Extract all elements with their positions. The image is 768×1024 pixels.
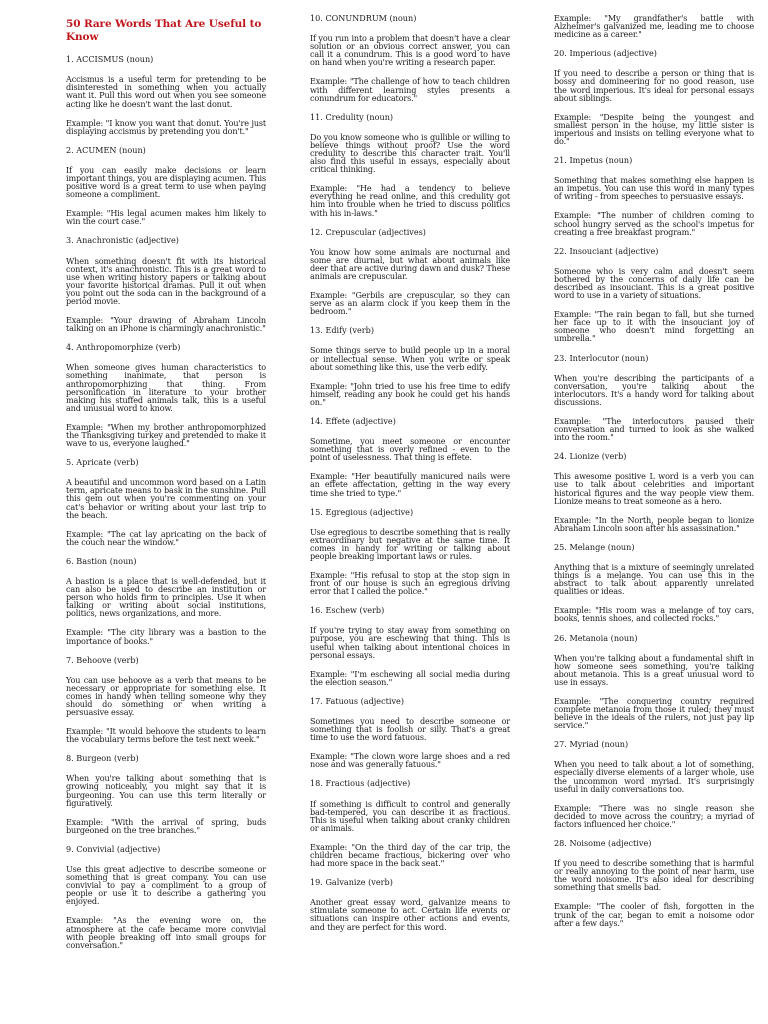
- word-entry: [66, 754, 266, 834]
- definition-paragraph: If you can easily make decisions or learn important things, you are displaying acumen. This positive word is a great term to use when paying someone a compliment.: [66, 164, 266, 200]
- example-sentence: Example: "The challenge of how to teach children with different learning styles presents a conundrum for educators.": [310, 76, 510, 103]
- entry-heading: 3. Anachronistic (adjective): [66, 235, 179, 246]
- entry-heading: 27. Myriad (noun): [554, 739, 629, 750]
- entry-heading: 22. Insouciant (adjective): [554, 245, 659, 256]
- definition-paragraph: If you run into a problem that doesn't have a clear solution or an obvious correct answer, you can call it a conundrum. This is a good word to have on hand when you're writing a research paper.: [310, 33, 510, 68]
- word-entry: [66, 146, 266, 226]
- example-sentence: Example: "His legal acumen makes him likely to win the court case.": [66, 208, 266, 227]
- entry-heading: 24. Lionize (verb): [554, 451, 627, 462]
- word-entry: [554, 634, 754, 730]
- word-entry: [66, 656, 266, 744]
- definition-paragraph: You can use behoove as a verb that means to be necessary or appropriate for something else. It comes in handy when telling someone why they should do something or when writing a persuasive essay.: [66, 674, 266, 718]
- example-sentence: Example: "The city library was a bastion to the importance of books.": [66, 627, 266, 646]
- word-entry: [310, 697, 510, 769]
- word-entry: [554, 49, 754, 145]
- example-sentence: Example: "The number of children coming to school hungry served as the school's impetus for creating a free breakfast program.": [554, 210, 754, 237]
- word-entry: [310, 326, 510, 406]
- word-entry: [310, 606, 510, 686]
- definition-paragraph: When you need to talk about a lot of something, especially diverse elements of a larger whole, use the uncommon word myriad. It's surprisingly useful in daily conversations too.: [554, 759, 754, 794]
- example-sentence: Example: "His room was a melange of toy cars, books, tennis shoes, and collected rocks.": [554, 605, 754, 624]
- word-entry: [310, 113, 510, 217]
- entry-heading: 28. Noisome (adjective): [554, 838, 652, 849]
- word-entry: [310, 779, 510, 867]
- column-2: [310, 14, 510, 942]
- definition-paragraph: When you're talking about a fundamental shift in how someone sees something, you're talking about metanoia. This is a great unusual word to use in essays.: [554, 652, 754, 687]
- example-sentence: Example: "Your drawing of Abraham Lincoln talking on an iPhone is charmingly anachronistic.": [66, 315, 266, 334]
- definition-paragraph: Do you know someone who is gullible or willing to believe things without proof? Use the word credulity to describe this character trait. You'll also find this useful in essays, especially about critical thinking.: [310, 131, 510, 175]
- entry-heading: 18. Fractious (adjective): [310, 778, 411, 789]
- example-sentence: Example: "With the arrival of spring, buds burgeoned on the tree branches.": [66, 816, 266, 835]
- example-sentence: Example: "I'm eschewing all social media during the election season.": [310, 668, 510, 687]
- definition-paragraph: Sometime, you meet someone or encounter something that is overly refined - even to the point of uselessness. That thing is effete.: [310, 436, 510, 463]
- word-entry: [66, 458, 266, 546]
- entry-heading: 5. Apricate (verb): [66, 457, 139, 468]
- example-sentence: Example: "On the third day of the car trip, the children became fractious, bickering over who had more space in the back seat.": [310, 841, 510, 869]
- definition-paragraph: Some things serve to build people up in a moral or intellectual sense. When you write or speak about something like this, use the verb edify.: [310, 345, 510, 372]
- word-entry: [554, 156, 754, 236]
- entry-heading: 10. CONUNDRUM (noun): [310, 13, 417, 23]
- entry-heading: 19. Galvanize (verb): [310, 877, 393, 888]
- word-entry: [310, 878, 510, 930]
- entry-heading: 26. Metanoia (noun): [554, 632, 638, 643]
- entry-heading: 21. Impetus (noun): [554, 155, 633, 166]
- entry-heading: 23. Interlocutor (noun): [554, 352, 649, 363]
- definition-paragraph: Sometimes you need to describe someone or something that is foolish or silly. That's a great time to use the word fatuous.: [310, 716, 510, 743]
- example-sentence: Example: "His refusal to stop at the stop sign in front of our house is such an egregious driving error that I called the police.": [310, 570, 510, 597]
- definition-paragraph: If you need to describe a person or thing that is bossy and domineering for no good reason, use the word imperious. It's ideal for personal essays about siblings.: [554, 68, 754, 103]
- entry-heading: 8. Burgeon (verb): [66, 753, 139, 764]
- word-entry: [66, 343, 266, 447]
- word-entry: [554, 14, 754, 38]
- definition-paragraph: Another great essay word, galvanize means to stimulate someone to act. Certain life events or situations can inspire other actions and events, and they are perfect for this word.: [310, 897, 510, 932]
- word-entry: [310, 228, 510, 316]
- example-sentence: Example: "As the evening wore on, the atmosphere at the cafe became more convivial with people breaking off into small groups for conversation.": [66, 915, 266, 950]
- definition-paragraph: Someone who is very calm and doesn't seem bothered by the concerns of daily life can be described as insouciant. This is a great positive word to use in a variety of situations.: [554, 265, 754, 301]
- word-entry: [310, 14, 510, 102]
- example-sentence: Example: "The cat lay apricating on the back of the couch near the window.": [66, 528, 266, 547]
- word-entry: [66, 557, 266, 645]
- entry-heading: 20. Imperious (adjective): [554, 48, 657, 59]
- definition-paragraph: This awesome positive L word is a verb you can use to talk about celebrities and important historical figures and the way people view them. Lionize means to treat someone as a hero.: [554, 471, 754, 506]
- definition-paragraph: Accismus is a useful term for pretending to be disinterested in something when you actually want it. Pull this word out when you see someone acting like he doesn't want the last donut.: [66, 74, 266, 109]
- definition-paragraph: A bastion is a place that is well-defended, but it can also be used to describe an institution or person who holds firm to principles. Use it when talking or writing about social institutions, politics, news organizations, and more.: [66, 575, 266, 619]
- entry-heading: 15. Egregious (adjective): [310, 506, 414, 517]
- entry-heading: 2. ACUMEN (noun): [66, 144, 146, 155]
- entry-heading: 14. Effete (adjective): [310, 415, 396, 426]
- entry-heading: 6. Bastion (noun): [66, 555, 137, 566]
- document-title: 50 Rare Words That Are Useful to Know: [66, 18, 262, 43]
- definition-paragraph: Anything that is a mixture of seemingly unrelated things is a melange. You can use this in the abstract to talk about apparently unrelated qualities or ideas.: [554, 561, 754, 597]
- example-sentence: Example: "Despite being the youngest and smallest person in the house, my little sister is imperious and insists on telling everyone what to do.": [554, 111, 754, 146]
- column-1: [66, 14, 266, 960]
- entry-heading: 11. Credulity (noun): [310, 111, 394, 122]
- word-entry: [554, 452, 754, 532]
- word-entry: [310, 508, 510, 596]
- example-sentence: Example: "The interlocutors paused their conversation and turned to look as she walked into the room.": [554, 415, 754, 443]
- example-sentence: Example: "John tried to use his free time to edify himself, reading any book he could get his hands on.": [310, 380, 510, 407]
- entry-heading: 7. Behoove (verb): [66, 654, 139, 665]
- definition-paragraph: If you need to describe something that is harmful or really annoying to the point of near harm, use the word noisome. It's also ideal for describing something that smells bad.: [554, 858, 754, 893]
- definition-paragraph: Something that makes something else happen is an impetus. You can use this word in many types of writing - from speeches to persuasive essays.: [554, 175, 754, 202]
- entry-heading: 25. Melange (noun): [554, 541, 635, 552]
- word-entry: [310, 417, 510, 497]
- column-3: [554, 14, 754, 938]
- example-sentence: Example: "The conquering country required complete metanoia from those it ruled; they must believe in the ideals of the rulers, not just pay lip service.": [554, 695, 754, 731]
- example-sentence: Example: "It would behoove the students to learn the vocabulary terms before the test next week.": [66, 726, 266, 745]
- example-sentence: Example: "The clown wore large shoes and a red nose and was generally fatuous.": [310, 751, 510, 770]
- definition-paragraph: If you're trying to stay away from something on purpose, you are eschewing that thing. This is useful when talking about intentional choices in personal essays.: [310, 625, 510, 660]
- example-sentence: Example: "Her beautifully manicured nails were an effete affectation, getting in the way every time she tried to type.": [310, 471, 510, 498]
- word-entry: [554, 543, 754, 623]
- entry-heading: 1. ACCISMUS (noun): [66, 54, 154, 65]
- entry-heading: 9. Convivial (adjective): [66, 843, 161, 854]
- definition-paragraph: Use egregious to describe something that is really extraordinary but negative at the same time. It comes in handy for writing or talking about people breaking important laws or rules.: [310, 526, 510, 561]
- example-sentence: Example: "The cooler of fish, forgotten in the trunk of the car, began to emit a noisome odor after a few days.": [554, 901, 754, 928]
- entry-heading: 4. Anthropomorphize (verb): [66, 342, 181, 353]
- word-entry: [554, 839, 754, 927]
- entry-heading: 12. Crepuscular (adjectives): [310, 226, 426, 237]
- definition-paragraph: Use this great adjective to describe someone or something that is great company. You can use convivial to pay a compliment to a group of people or use it to describe a gathering you enjoyed.: [66, 864, 266, 907]
- example-sentence: Example: "When my brother anthropomorphized the Thanksgiving turkey and pretended to make it wave to us, everyone laughed.": [66, 421, 266, 449]
- example-sentence: Example: "Gerbils are crepuscular, so they can serve as an alarm clock if you keep them in the bedroom.": [310, 290, 510, 317]
- example-sentence: Example: "There was no single reason she decided to move across the country; a myriad of factors influenced her choice.": [554, 802, 754, 829]
- example-sentence: Example: "My grandfather's battle with Alzheimer's galvanized me, leading me to choose medicine as a career.": [554, 13, 754, 40]
- example-sentence: Example: "In the North, people began to lionize Abraham Lincoln soon after his assassination.": [554, 514, 754, 533]
- entry-heading: 13. Edify (verb): [310, 325, 374, 336]
- definition-paragraph: When you're talking about something that is growing noticeably, you might say that it is burgeoning. You can use this term literally or figuratively.: [66, 773, 266, 808]
- definition-paragraph: When something doesn't fit with its historical context, it's anachronistic. This is a great word to use when writing history papers or talking about your favorite historical dramas. Pull it out when you point out the soda can in the background of a period movie.: [66, 255, 266, 306]
- word-entry: [554, 740, 754, 828]
- word-entry: [66, 55, 266, 135]
- entry-heading: 16. Eschew (verb): [310, 605, 385, 616]
- definition-paragraph: A beautiful and uncommon word based on a Latin term, apricate means to bask in the sunshine. Pull this gem out when you're commenting on your cat's behavior or writing about your last trip to the beach.: [66, 477, 266, 520]
- example-sentence: Example: "The rain began to fall, but she turned her face up to it with the insouciant joy of someone who doesn't mind forgetting an umbrella.": [554, 309, 754, 344]
- example-sentence: Example: "He had a tendency to believe everything he read online, and this credulity got him into trouble when he tried to discuss politics with his in-laws.": [310, 183, 510, 218]
- definition-paragraph: If something is difficult to control and generally bad-tempered, you can describe it as fractious. This is useful when talking about cranky children or animals.: [310, 798, 510, 833]
- definition-paragraph: You know how some animals are nocturnal and some are diurnal, but what about animals like deer that are active during dawn and dusk? These animals are crepuscular.: [310, 246, 510, 281]
- definition-paragraph: When you're describing the participants of a conversation, you're talking about the interlocutors. It's a handy word for talking about discussions.: [554, 372, 754, 407]
- word-entry: [554, 354, 754, 442]
- entry-heading: 17. Fatuous (adjective): [310, 695, 404, 706]
- word-entry: [554, 247, 754, 343]
- word-entry: [66, 845, 266, 949]
- example-sentence: Example: "I know you want that donut. You're just displaying accismus by pretending you don't.": [66, 117, 266, 136]
- definition-paragraph: When someone gives human characteristics to something inanimate, that person is anthropomorphizing that thing. From personification in literature to your brother making his stuffed animals talk, this is a useful and unusual word to know.: [66, 362, 266, 413]
- word-entry: [66, 236, 266, 332]
